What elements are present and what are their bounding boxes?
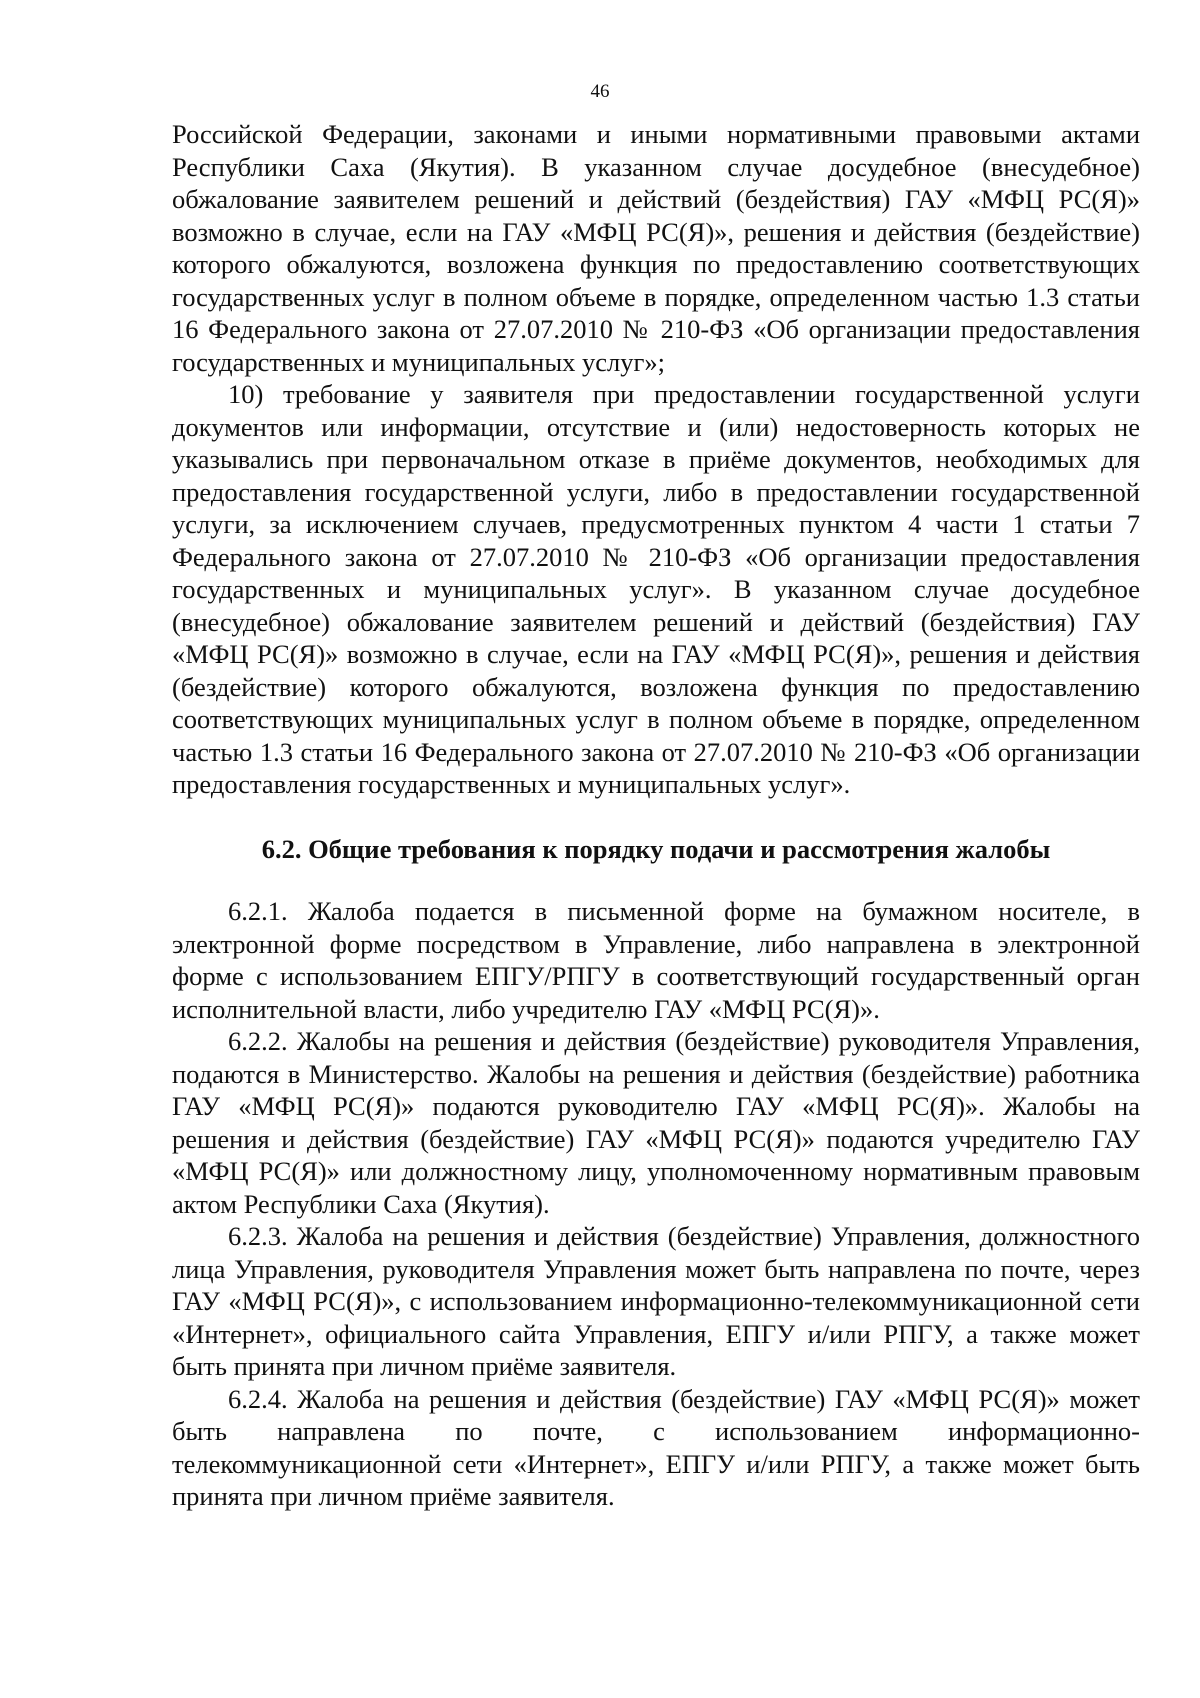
item-10-paragraph: 10) требование у заявителя при предоставлении государственной услуги документов или информации, отсутствие и (или) недостоверность которых не указывались при первоначальном отказе в приёме документов, необходимых для предоставления государственной услуги, либо в предоставлении государственной услуги, за исключением случаев, предусмотренных пунктом 4 части 1 статьи 7 Федерального закона от 27.07.2010 № 210-ФЗ «Об организации предоставления государственных и муниципальных услуг». В указанном случае досудебное (внесудебное) обжалование заявителем решений и действий (бездействия) ГАУ «МФЦ РС(Я)» возможно в случае, если на ГАУ «МФЦ РС(Я)», решения и действия (бездействие) которого обжалуются, возложена функция по предоставлению соответствующих муниципальных услуг в полном объеме в порядке, определенном частью 1.3 статьи 16 Федерального закона от 27.07.2010 № 210-ФЗ «Об организации предоставления государственных и муниципальных услуг». <box>172 379 1140 799</box>
clause-6-2-2: 6.2.2. Жалобы на решения и действия (бездействие) руководителя Управления, подаются в Министерство. Жалобы на решения и действия (бездействие) работника ГАУ «МФЦ РС(Я)» подаются руководителю ГАУ «МФЦ РС(Я)». Жалобы на решения и действия (бездействие) ГАУ «МФЦ РС(Я)» подаются учредителю ГАУ «МФЦ РС(Я)» или должностному лицу, уполномоченному нормативным правовым актом Республики Саха (Якутия). <box>172 1026 1140 1219</box>
page-body <box>172 118 1140 1513</box>
page-number: 46 <box>590 81 610 102</box>
section-heading: 6.2. Общие требования к порядку подачи и рассмотрения жалобы <box>261 833 1051 864</box>
continuation-paragraph: Российской Федерации, законами и иными нормативными правовыми актами Республики Саха (Якутия). В указанном случае досудебное (внесудебное) обжалование заявителем решений и действий (бездействия) ГАУ «МФЦ РС(Я)» возможно в случае, если на ГАУ «МФЦ РС(Я)», решения и действия (бездействие) которого обжалуются, возложена функция по предоставлению соответствующих государственных услуг в полном объеме в порядке, определенном частью 1.3 статьи 16 Федерального закона от 27.07.2010 № 210-ФЗ «Об организации предоставления государственных и муниципальных услуг»; <box>172 119 1140 377</box>
clause-6-2-4: 6.2.4. Жалоба на решения и действия (бездействие) ГАУ «МФЦ РС(Я)» может быть направлена по почте, с использованием информационно-телекоммуникационной сети «Интернет», ЕПГУ и/или РПГУ, а также может быть принята при личном приёме заявителя. <box>172 1383 1140 1511</box>
clause-6-2-3: 6.2.3. Жалоба на решения и действия (бездействие) Управления, должностного лица Управления, руководителя Управления может быть направлена по почте, через ГАУ «МФЦ РС(Я)», с использованием информационно-телекоммуникационной сети «Интернет», официального сайта Управления, ЕПГУ и/или РПГУ, а также может быть принята при личном приёме заявителя. <box>172 1221 1140 1381</box>
clause-6-2-1: 6.2.1. Жалоба подается в письменной форме на бумажном носителе, в электронной форме посредством в Управление, либо направлена в электронной форме с использованием ЕПГУ/РПГУ в соответствующий государственный орган исполнительной власти, либо учредителю ГАУ «МФЦ РС(Я)». <box>172 896 1140 1024</box>
